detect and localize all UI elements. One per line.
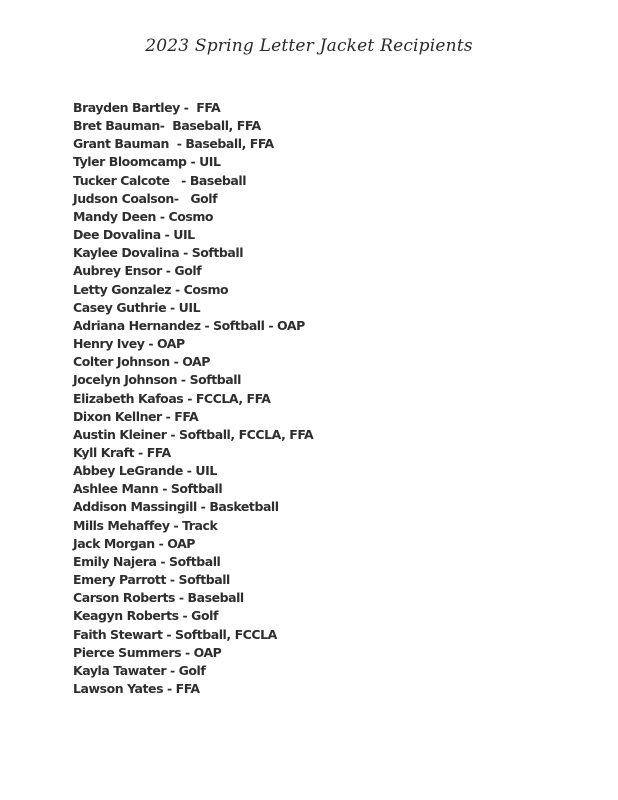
recipient-item: Dixon Kellner - FFA <box>73 408 199 424</box>
recipient-item: Austin Kleiner - Softball, FCCLA, FFA <box>73 426 314 442</box>
recipient-item: Mills Mehaffey - Track <box>73 517 218 533</box>
recipient-item: Carson Roberts - Baseball <box>73 590 244 606</box>
recipient-item: Tucker Calcote - Baseball <box>73 172 247 188</box>
recipient-item: Dee Dovalina - UIL <box>73 227 195 243</box>
recipient-item: Pierce Summers - OAP <box>73 644 222 660</box>
recipient-item: Emery Parrott - Softball <box>73 572 230 588</box>
recipient-item: Letty Gonzalez - Cosmo <box>73 281 229 297</box>
recipient-item: Jack Morgan - OAP <box>73 535 196 551</box>
recipient-item: Lawson Yates - FFA <box>73 681 200 696</box>
document-title: 2023 Spring Letter Jacket Recipients <box>145 36 473 56</box>
recipient-item: Mandy Deen - Cosmo <box>73 208 214 224</box>
recipient-item: Kaylee Dovalina - Softball <box>73 245 244 261</box>
recipient-item: Brayden Bartley - FFA <box>73 100 221 115</box>
recipient-item: Emily Najera - Softball <box>73 553 221 569</box>
recipient-item: Colter Johnson - OAP <box>73 354 210 370</box>
recipient-item: Abbey LeGrande - UIL <box>73 463 217 479</box>
recipient-item: Kyll Kraft - FFA <box>73 444 171 460</box>
recipient-list <box>73 99 313 698</box>
recipient-item: Addison Massingill - Basketball <box>73 499 279 515</box>
recipient-item: Keagyn Roberts - Golf <box>73 608 218 624</box>
recipient-item: Kayla Tawater - Golf <box>73 662 206 678</box>
recipient-item: Grant Bauman - Baseball, FFA <box>73 136 274 152</box>
recipient-item: Henry Ivey - OAP <box>73 336 185 352</box>
recipient-item: Ashlee Mann - Softball <box>73 481 223 497</box>
recipient-item: Jocelyn Johnson - Softball <box>73 372 241 388</box>
recipient-item: Aubrey Ensor - Golf <box>73 263 202 279</box>
recipient-item: Casey Guthrie - UIL <box>73 299 201 315</box>
recipient-item: Judson Coalson- Golf <box>73 190 218 206</box>
recipient-item: Tyler Bloomcamp - UIL <box>73 154 221 170</box>
recipient-item: Adriana Hernandez - Softball - OAP <box>73 317 305 333</box>
recipient-item: Bret Bauman- Baseball, FFA <box>73 118 261 134</box>
recipient-item: Faith Stewart - Softball, FCCLA <box>73 626 277 642</box>
recipient-item: Elizabeth Kafoas - FCCLA, FFA <box>73 390 271 406</box>
